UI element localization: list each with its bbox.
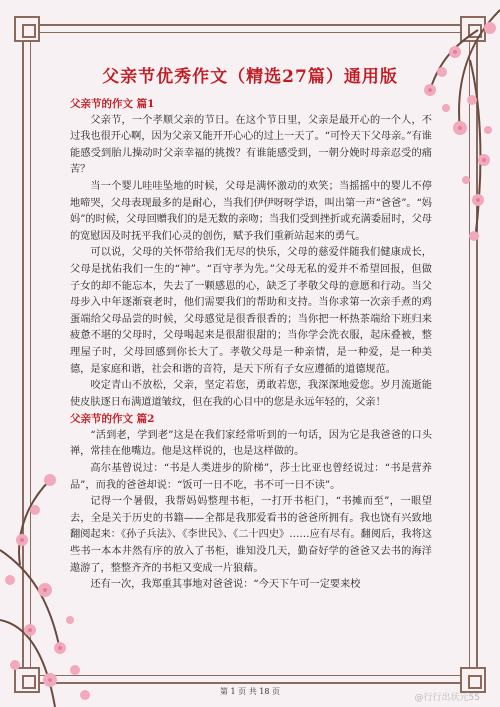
document-body bbox=[70, 96, 432, 594]
frame-corner-ornament bbox=[460, 16, 486, 42]
paragraph: 可以说，父母的关怀带给我们无尽的快乐，父母的慈爱伴随我们健康成长，父母是扰佑我们一生的“神”。“百守孝为先。”父母无私的爱并不希望回报，但做子女的却不能忘本，失去了一颗感恩的心，缺乏了孝敬父母的意愿和行动。当父母步入中年逐渐衰老时，他们需要我们的帮助和支持。当你求第一次亲手煮的鸡蛋端给父母品尝的时候，父母感觉是很香很香的；当你把一杯热茶端给下班归来疲惫不堪的父母时，父母喝起来是很甜很甜的；当你学会洗衣服，起床叠被，整理屋子时，父母回感到你长大了。孝敬父母是一种亲情，是一种爱，是一种美德，是家庭和谐，社会和谐的音符，是天下所有子女应遵循的道德规范。 bbox=[70, 247, 432, 375]
section-heading: 父亲节的作文 篇2 bbox=[70, 413, 155, 426]
paragraph: 还有一次，我郑重其事地对爸爸说：“今天下午可一定要来校 bbox=[90, 579, 361, 591]
section-heading: 父亲节的作文 篇1 bbox=[70, 98, 155, 110]
paragraph: 咬定青山不放松，父亲，坚定若您，勇敢若您，我深深地爱您。岁月流逝能使皮肤逐日布满道道皱纹，但在我的心目中的您是永远年轻的，父亲！ bbox=[70, 380, 432, 408]
watermark: @行行出状元55 bbox=[414, 693, 480, 703]
paragraph: 父亲节，一个孝顺父亲的节日。在这个节日里，父亲是最开心的一个人，不过我也很开心啊，因为父亲又能开开心心的过上一天了。“可怜天下父母亲。”有谁能感受到胎儿操动时父亲幸福的挑拨？有谁能感受到，一朝分娩时母亲忍受的痛苦？ bbox=[70, 114, 432, 176]
page-number: 第 1 页 共 18 页 bbox=[220, 687, 280, 696]
document-title: 父亲节优秀作文（精选27篇）通用版 bbox=[102, 67, 398, 87]
paragraph: 当一个婴儿哇哇坠地的时候，父母是满怀激动的欢笑；当摇摇中的婴儿不停地啼哭，父母表现最多的是耐心，当我们伊伊呀呀学语，叫出第一声“爸爸”。“妈妈”的时候，父母回赠我们的是无数的亲吻；当我们受到挫折或充满委屈时，父母的宽慰因及时抚平我们心灵的创伤，赋予我们重新站起来的勇气。 bbox=[70, 180, 432, 242]
paragraph: “活到老，学到老”这是在我们家经常听到的一句话，因为它是我爸爸的口头禅，常挂在他嘴边。他是这样说的，也是这样做的。 bbox=[70, 429, 432, 458]
frame-corner-ornament bbox=[14, 16, 40, 42]
paragraph: 高尔基曾说过：“书是人类进步的阶梯”，莎士比亚也曾经说过：“书是营养品”，而我的爸爸却说：“饭可一日不吃，书不可一日不读”。 bbox=[70, 463, 432, 491]
paragraph: 记得一个暑假，我帮妈妈整理书柜，一打开书柜门，“书摊而至”，一眼望去，全是关于历史的书籍——全都是我那爱看书的爸爸所拥有。我也饶有兴致地翻阅起来：《孙子兵法》、《李世民》、《二十四史》……应有尽有。翻阅后，我将这些书一本本井然有序的放入了书柜，谁知没几天，勤奋好学的爸爸又去书的海洋遨游了，整整齐齐的书柜又变成一片狼藉。 bbox=[70, 496, 432, 574]
